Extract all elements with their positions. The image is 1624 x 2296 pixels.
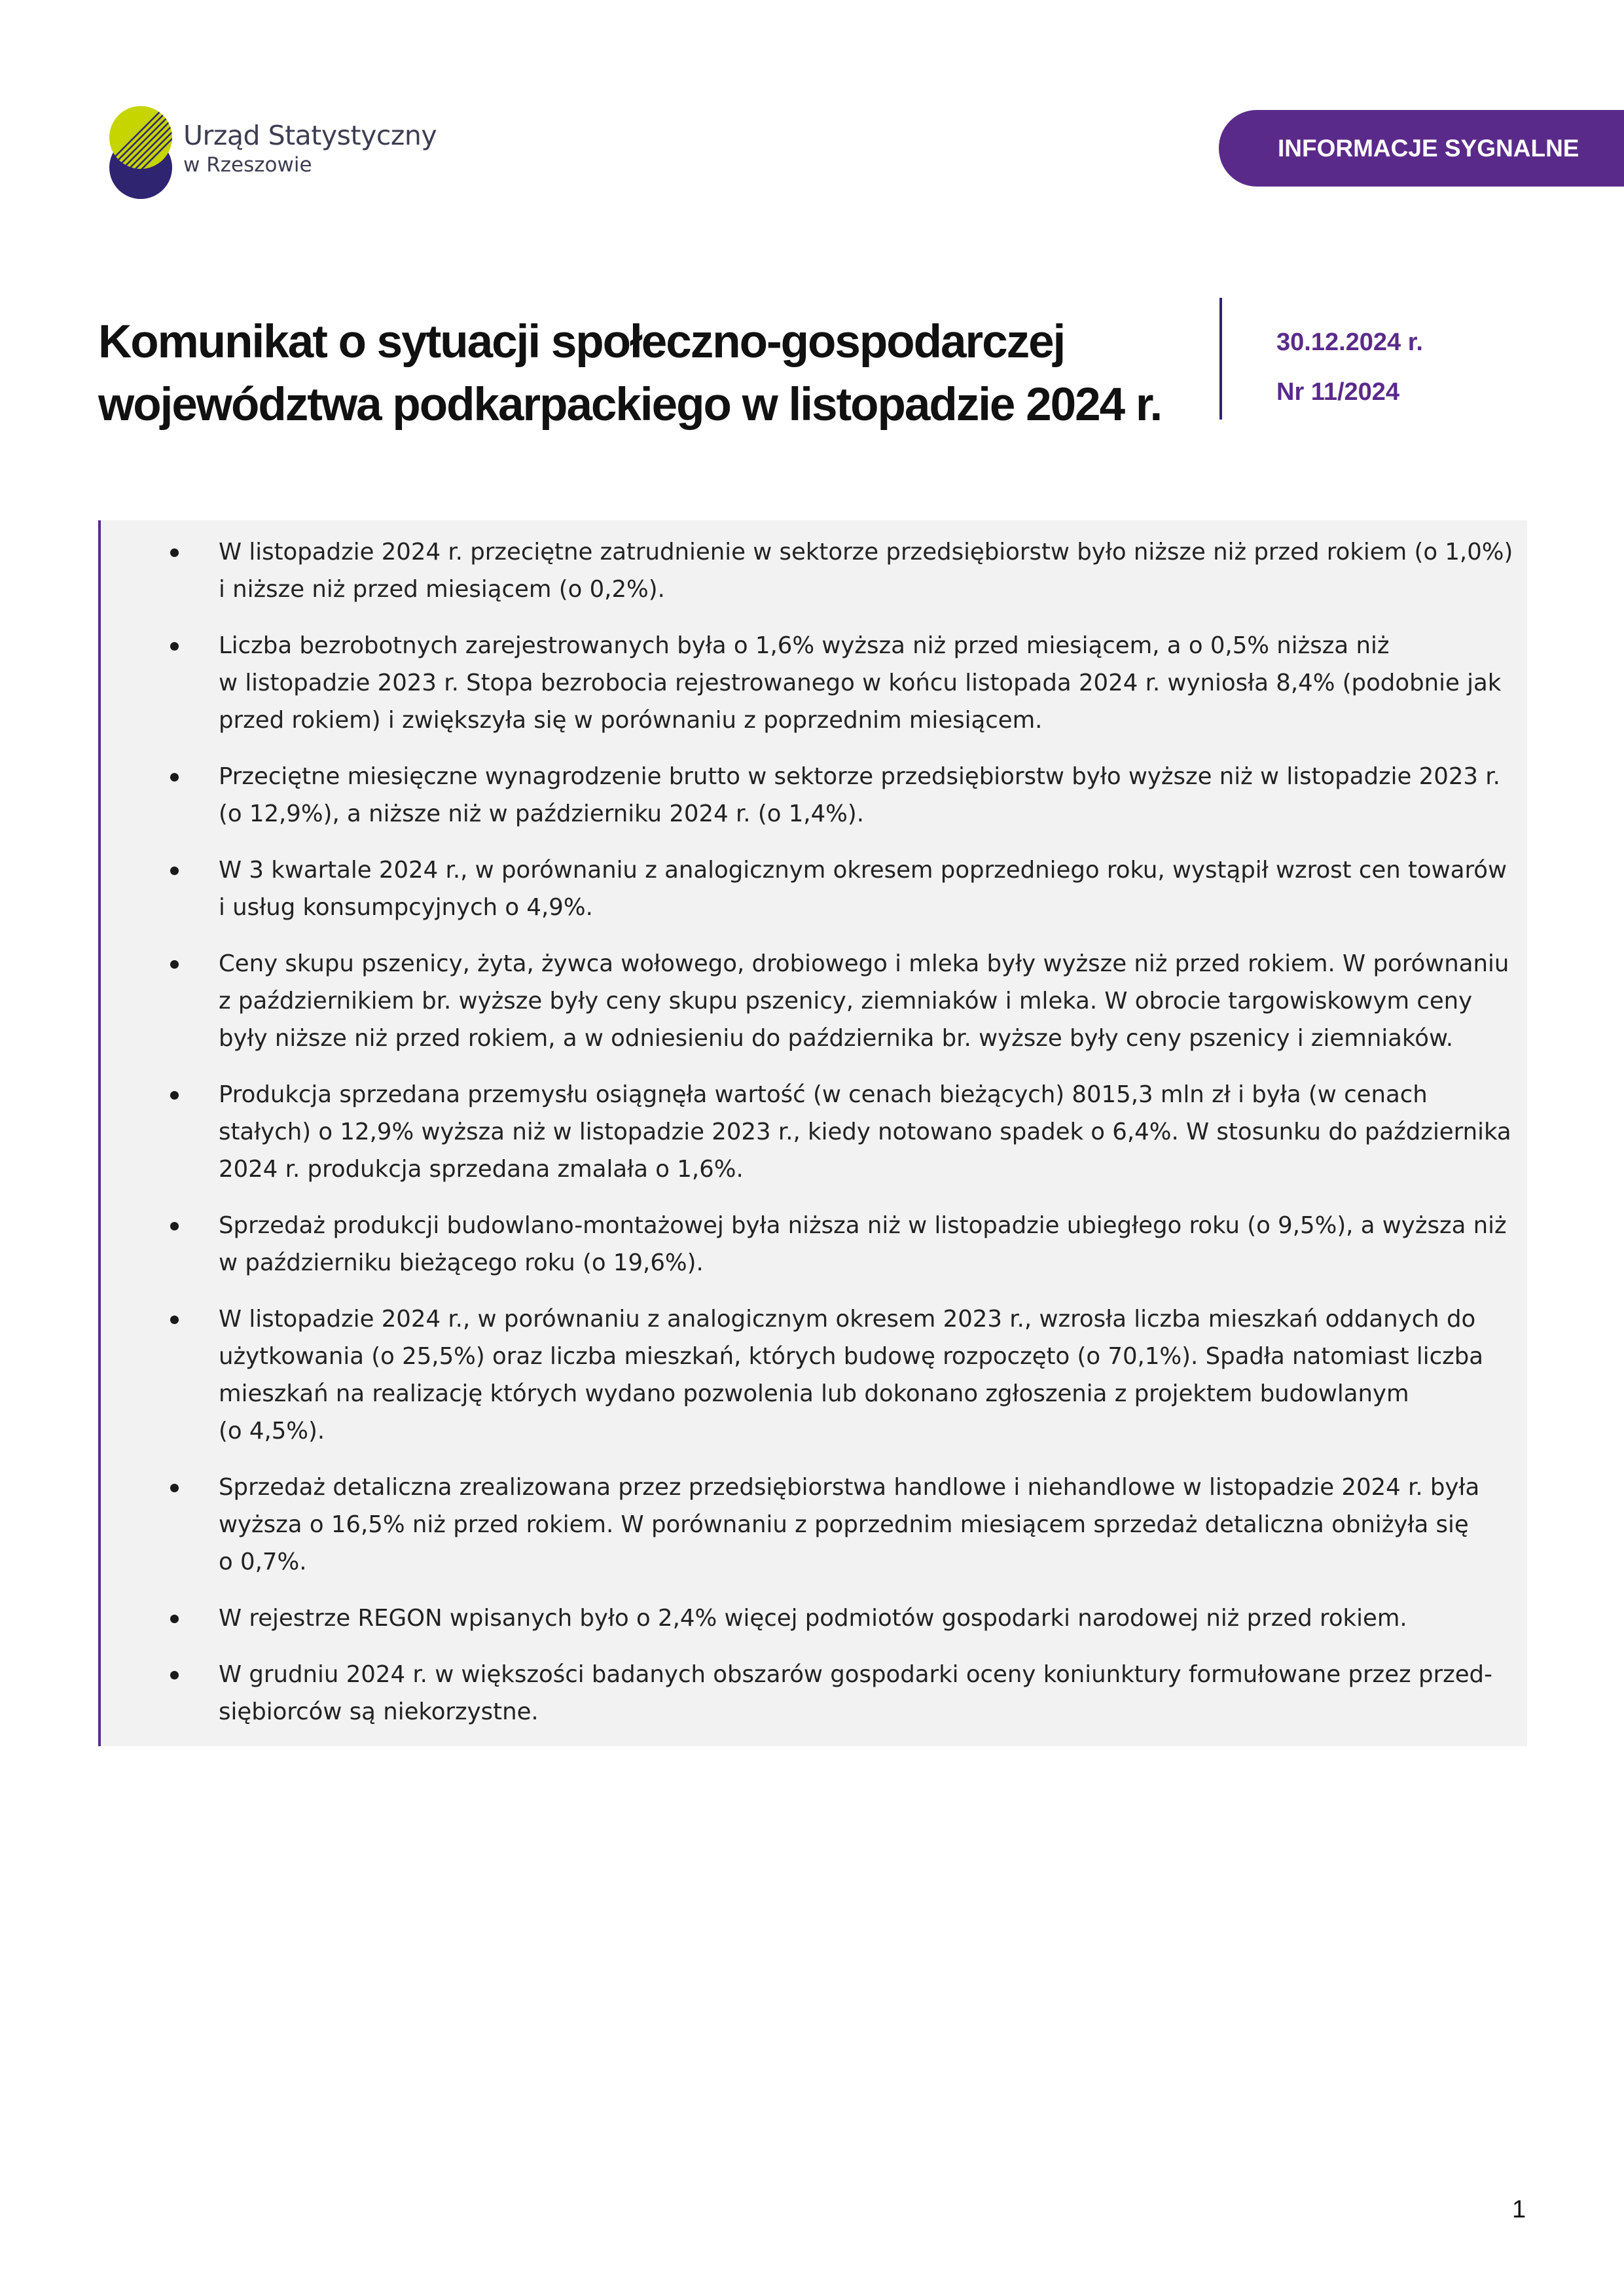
summary-bullet-line: Przeciętne miesięczne wynagrodzenie brutto w sektorze przedsiębiorstw było wyższe niż w listopadzie 2023 r.	[219, 763, 1500, 790]
summary-bullet-line: (o 4,5%).	[219, 1418, 325, 1444]
summary-bullet-line: stałych) o 12,9% wyższa niż w listopadzie 2023 r., kiedy notowano spadek o 6,4%. W stosunku do października	[219, 1119, 1511, 1145]
logo-text	[183, 119, 437, 178]
publication-number: Nr 11/2024	[1276, 378, 1400, 406]
summary-bullet-line: W listopadzie 2024 r. przeciętne zatrudnienie w sektorze przedsiębiorstw było niższe niż przed rokiem (o 1,0%)	[219, 539, 1513, 565]
summary-bullet-line: w październiku bieżącego roku (o 19,6%).	[219, 1249, 704, 1276]
summary-bullet-line: 2024 r. produkcja sprzedana zmalała o 1,6%.	[219, 1156, 744, 1183]
summary-list	[101, 533, 1527, 1749]
summary-bullet-line: wyższa o 16,5% niż przed rokiem. W porównaniu z poprzednim miesiącem sprzedaż detaliczna obniżyła się	[219, 1511, 1469, 1538]
summary-bullet	[101, 627, 1527, 739]
summary-bullet-line: Sprzedaż detaliczna zrealizowana przez przedsiębiorstwa handlowe i niehandlowe w listopadzie 2024 r. była	[219, 1474, 1480, 1501]
summary-bullet-line: Liczba bezrobotnych zarejestrowanych była o 1,6% wyższa niż przed miesiącem, a o 0,5% niższa niż	[219, 632, 1390, 659]
summary-bullet-line: w listopadzie 2023 r. Stopa bezrobocia rejestrowanego w końcu listopada 2024 r. wyniosła 8,4% (podobnie jak	[219, 670, 1502, 696]
category-badge: INFORMACJE SYGNALNE	[1219, 110, 1624, 187]
publication-meta	[1276, 317, 1423, 417]
summary-bullet-line: z październikiem br. wyższe były ceny skupu pszenicy, ziemniaków i mleka. W obrocie targowiskowym ceny	[219, 988, 1473, 1014]
summary-bullet-line: W grudniu 2024 r. w większości badanych obszarów gospodarki oceny koniunktury formułowane przez przed-	[219, 1661, 1492, 1688]
summary-bullet	[101, 945, 1527, 1057]
summary-bullet	[101, 852, 1527, 926]
summary-bullet-line: siębiorców są niekorzystne.	[219, 1698, 539, 1725]
page-title-line: województwa podkarpackiego w listopadzie 2024 r.	[98, 379, 1162, 431]
summary-bullet	[101, 1207, 1527, 1282]
summary-bullet-line: i niższe niż przed miesiącem (o 0,2%).	[219, 576, 665, 603]
summary-bullet-line: Ceny skupu pszenicy, żyta, żywca wołowego, drobiowego i mleka były wyższe niż przed rokiem. W porównaniu	[219, 950, 1509, 977]
page-title	[98, 311, 1178, 437]
summary-bullet-line: mieszkań na realizację których wydano pozwolenia lub dokonano zgłoszenia z projektem budowlanym	[219, 1380, 1409, 1407]
summary-bullet-line: były niższe niż przed rokiem, a w odniesieniu do października br. wyższe były ceny pszenicy i ziemniaków.	[219, 1025, 1454, 1052]
summary-bullet-line: i usług konsumpcyjnych o 4,9%.	[219, 894, 593, 921]
summary-bullet-line: W listopadzie 2024 r., w porównaniu z analogicznym okresem 2023 r., wzrosła liczba mieszkań oddanych do	[219, 1306, 1476, 1333]
publication-date: 30.12.2024 r.	[1276, 329, 1423, 356]
summary-bullet	[101, 1300, 1527, 1450]
summary-bullet-line: przed rokiem) i zwiększyła się w porównaniu z poprzednim miesiącem.	[219, 707, 1043, 734]
summary-bullet	[101, 533, 1527, 608]
summary-bullet-line: W rejestrze REGON wpisanych było o 2,4% więcej podmiotów gospodarki narodowej niż przed rokiem.	[219, 1605, 1407, 1632]
summary-bullet	[101, 1076, 1527, 1188]
summary-box	[98, 520, 1527, 1746]
summary-bullet	[101, 758, 1527, 833]
summary-bullet-line: użytkowania (o 25,5%) oraz liczba mieszkań, których budowę rozpoczęto (o 70,1%). Spadła natomiast liczba	[219, 1343, 1484, 1370]
summary-bullet	[101, 1469, 1527, 1581]
summary-bullet-line: Sprzedaż produkcji budowlano-montażowej była niższa niż w listopadzie ubiegłego roku (o 9,5%), a wyższa niż	[219, 1212, 1507, 1239]
page-number: 1	[1512, 2196, 1526, 2223]
logo-name: Urząd Statystyczny	[183, 120, 437, 151]
page-title-line: Komunikat o sytuacji społeczno-gospodarczej	[98, 316, 1065, 368]
summary-bullet-line: o 0,7%.	[219, 1549, 307, 1575]
title-divider	[1219, 298, 1222, 420]
summary-bullet-line: Produkcja sprzedana przemysłu osiągnęła wartość (w cenach bieżących) 8015,3 mln zł i była (w cenach	[219, 1081, 1428, 1108]
summary-bullet-line: (o 12,9%), a niższe niż w październiku 2024 r. (o 1,4%).	[219, 800, 865, 827]
logo	[108, 105, 448, 203]
summary-bullet	[101, 1656, 1527, 1731]
logo-mark-icon	[108, 105, 173, 200]
logo-city: w Rzeszowie	[183, 153, 312, 177]
summary-bullet	[101, 1600, 1527, 1637]
summary-bullet-line: W 3 kwartale 2024 r., w porównaniu z analogicznym okresem poprzedniego roku, wystąpił wzrost cen towarów	[219, 857, 1507, 884]
